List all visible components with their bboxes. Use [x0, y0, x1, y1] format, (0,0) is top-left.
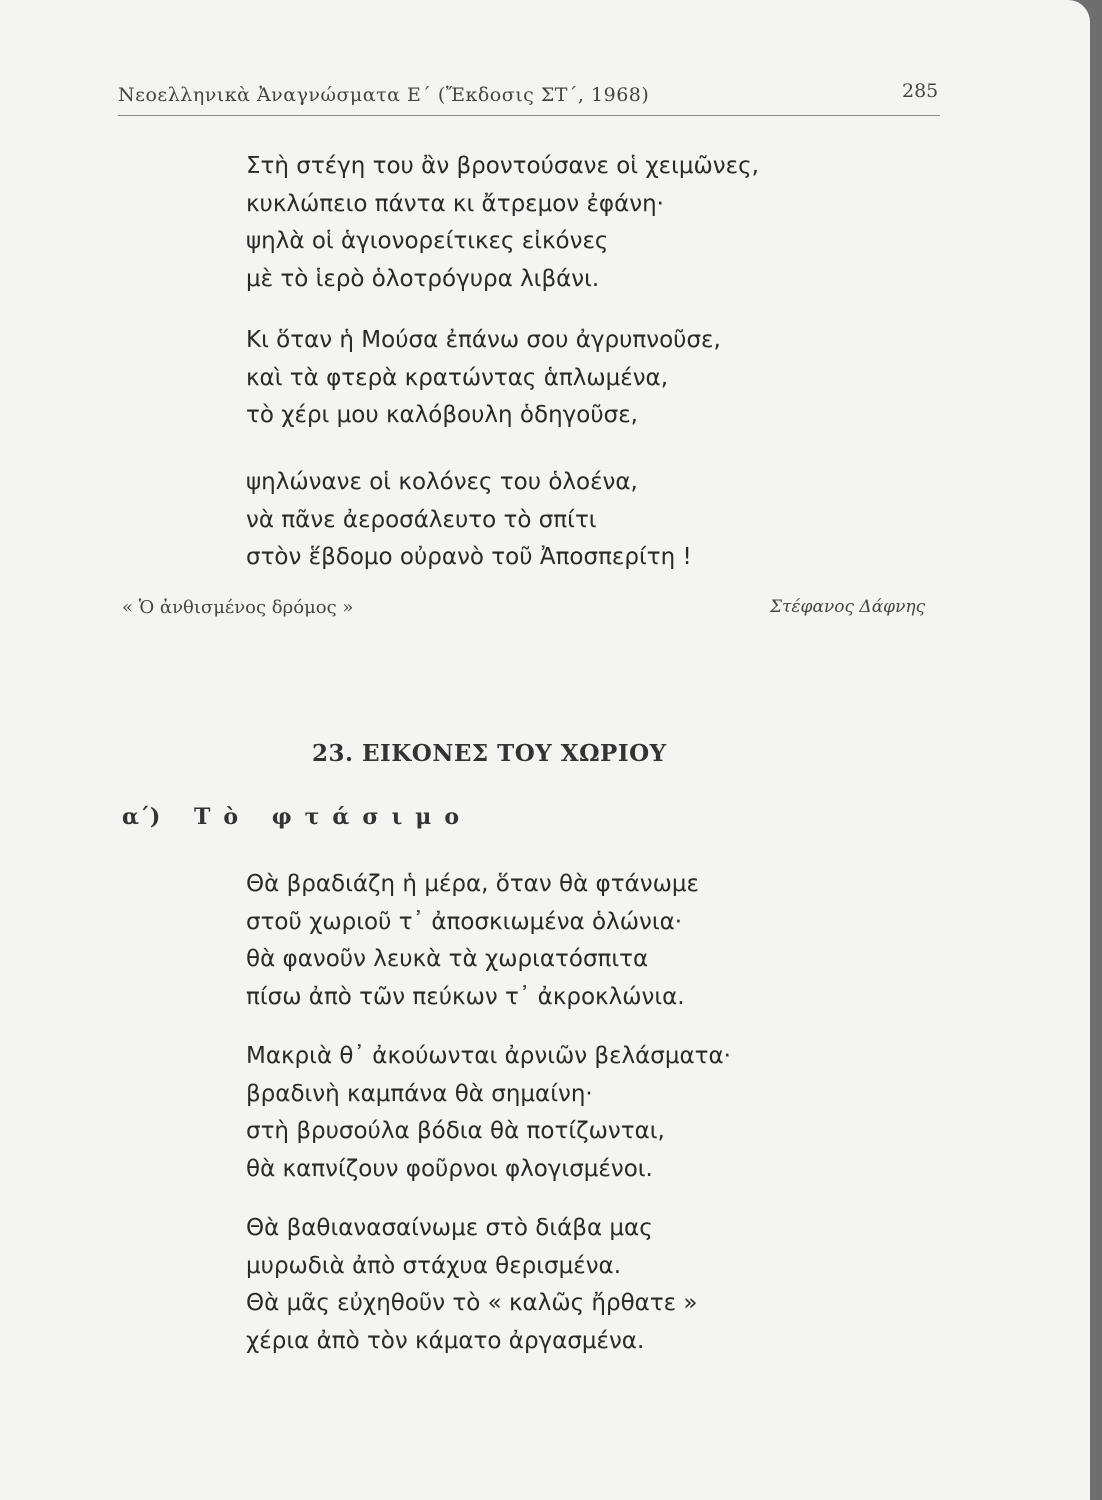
- poem1-stanza-1: [246, 148, 759, 298]
- subsection-letter: α΄): [122, 804, 161, 830]
- poem2-stanza-1: [246, 866, 699, 1016]
- poem-line: στοῦ χωριοῦ τ᾽ ἀποσκιωμένα ὁλώνια·: [246, 908, 683, 935]
- poem2-stanza-2: [246, 1038, 731, 1188]
- poem-line: Μακριὰ θ᾽ ἀκούωνται ἀρνιῶν βελάσματα·: [246, 1043, 731, 1069]
- subsection-title: Τὸ φτάσιμο: [194, 804, 472, 830]
- poem-line: μυρωδιὰ ἀπὸ στάχυα θερισμένα.: [246, 1252, 622, 1279]
- poem-line: βραδινὴ καμπάνα θὰ σημαίνη·: [246, 1080, 593, 1107]
- poem-line: θὰ καπνίζουν φοῦρνοι φλογισμένοι.: [246, 1155, 653, 1182]
- poem-line: τὸ χέρι μου καλόβουλη ὁδηγοῦσε,: [246, 402, 638, 428]
- poem-line: ψηλὰ οἱ ἁγιονορείτικες εἰκόνες: [246, 228, 609, 254]
- poem1-stanza-3: [246, 464, 692, 577]
- poem2-stanza-3: [246, 1210, 697, 1360]
- poem-source: « Ὁ ἀνθισμένος δρόμος »: [122, 597, 354, 618]
- poem-line: στὸν ἕβδομο οὐρανὸ τοῦ Ἀποσπερίτη !: [246, 544, 692, 570]
- poem-line: μὲ τὸ ἱερὸ ὁλοτρόγυρα λιβάνι.: [246, 265, 600, 292]
- poem-line: κυκλώπειο πάντα κι ἄτρεμον ἐφάνη·: [246, 190, 664, 217]
- poem-line: χέρια ἀπὸ τὸν κάματο ἀργασμένα.: [246, 1327, 645, 1354]
- poem-line: Θὰ μᾶς εὐχηθοῦν τὸ « καλῶς ἤρθατε »: [246, 1290, 698, 1316]
- poem-author: Στέφανος Δάφνης: [770, 597, 926, 617]
- running-header-title: Νεοελληνικὰ Ἀναγνώσματα Ε΄ (Ἔκδοσις ΣΤ΄, 1968): [118, 84, 650, 106]
- page-number: 285: [902, 80, 939, 102]
- poem-line: ψηλώνανε οἱ κολόνες του ὁλοένα,: [246, 469, 638, 495]
- section-heading: 23. ΕΙΚΟΝΕΣ ΤΟΥ ΧΩΡΙΟΥ: [312, 740, 667, 767]
- poem-line: στὴ βρυσούλα βόδια θὰ ποτίζωνται,: [246, 1118, 665, 1144]
- poem-line: Στὴ στέγη του ἂν βροντούσανε οἱ χειμῶνες,: [246, 153, 759, 179]
- poem-line: Θὰ βραδιάζη ἡ μέρα, ὅταν θὰ φτάνωμε: [246, 871, 699, 897]
- header-divider: [118, 115, 940, 116]
- poem-line: νὰ πᾶνε ἀεροσάλευτο τὸ σπίτι: [246, 506, 597, 533]
- poem-line: Θὰ βαθιανασαίνωμε στὸ διάβα μας: [246, 1215, 653, 1241]
- poem-line: Κι ὅταν ἡ Μούσα ἐπάνω σου ἀγρυπνοῦσε,: [246, 327, 721, 353]
- poem-line: καὶ τὰ φτερὰ κρατώντας ἁπλωμένα,: [246, 364, 669, 391]
- poem-line: πίσω ἀπὸ τῶν πεύκων τ᾽ ἀκροκλώνια.: [246, 983, 685, 1010]
- subsection-heading: [122, 804, 472, 830]
- poem-line: θὰ φανοῦν λευκὰ τὰ χωριατόσπιτα: [246, 946, 649, 972]
- poem1-stanza-2: [246, 322, 721, 435]
